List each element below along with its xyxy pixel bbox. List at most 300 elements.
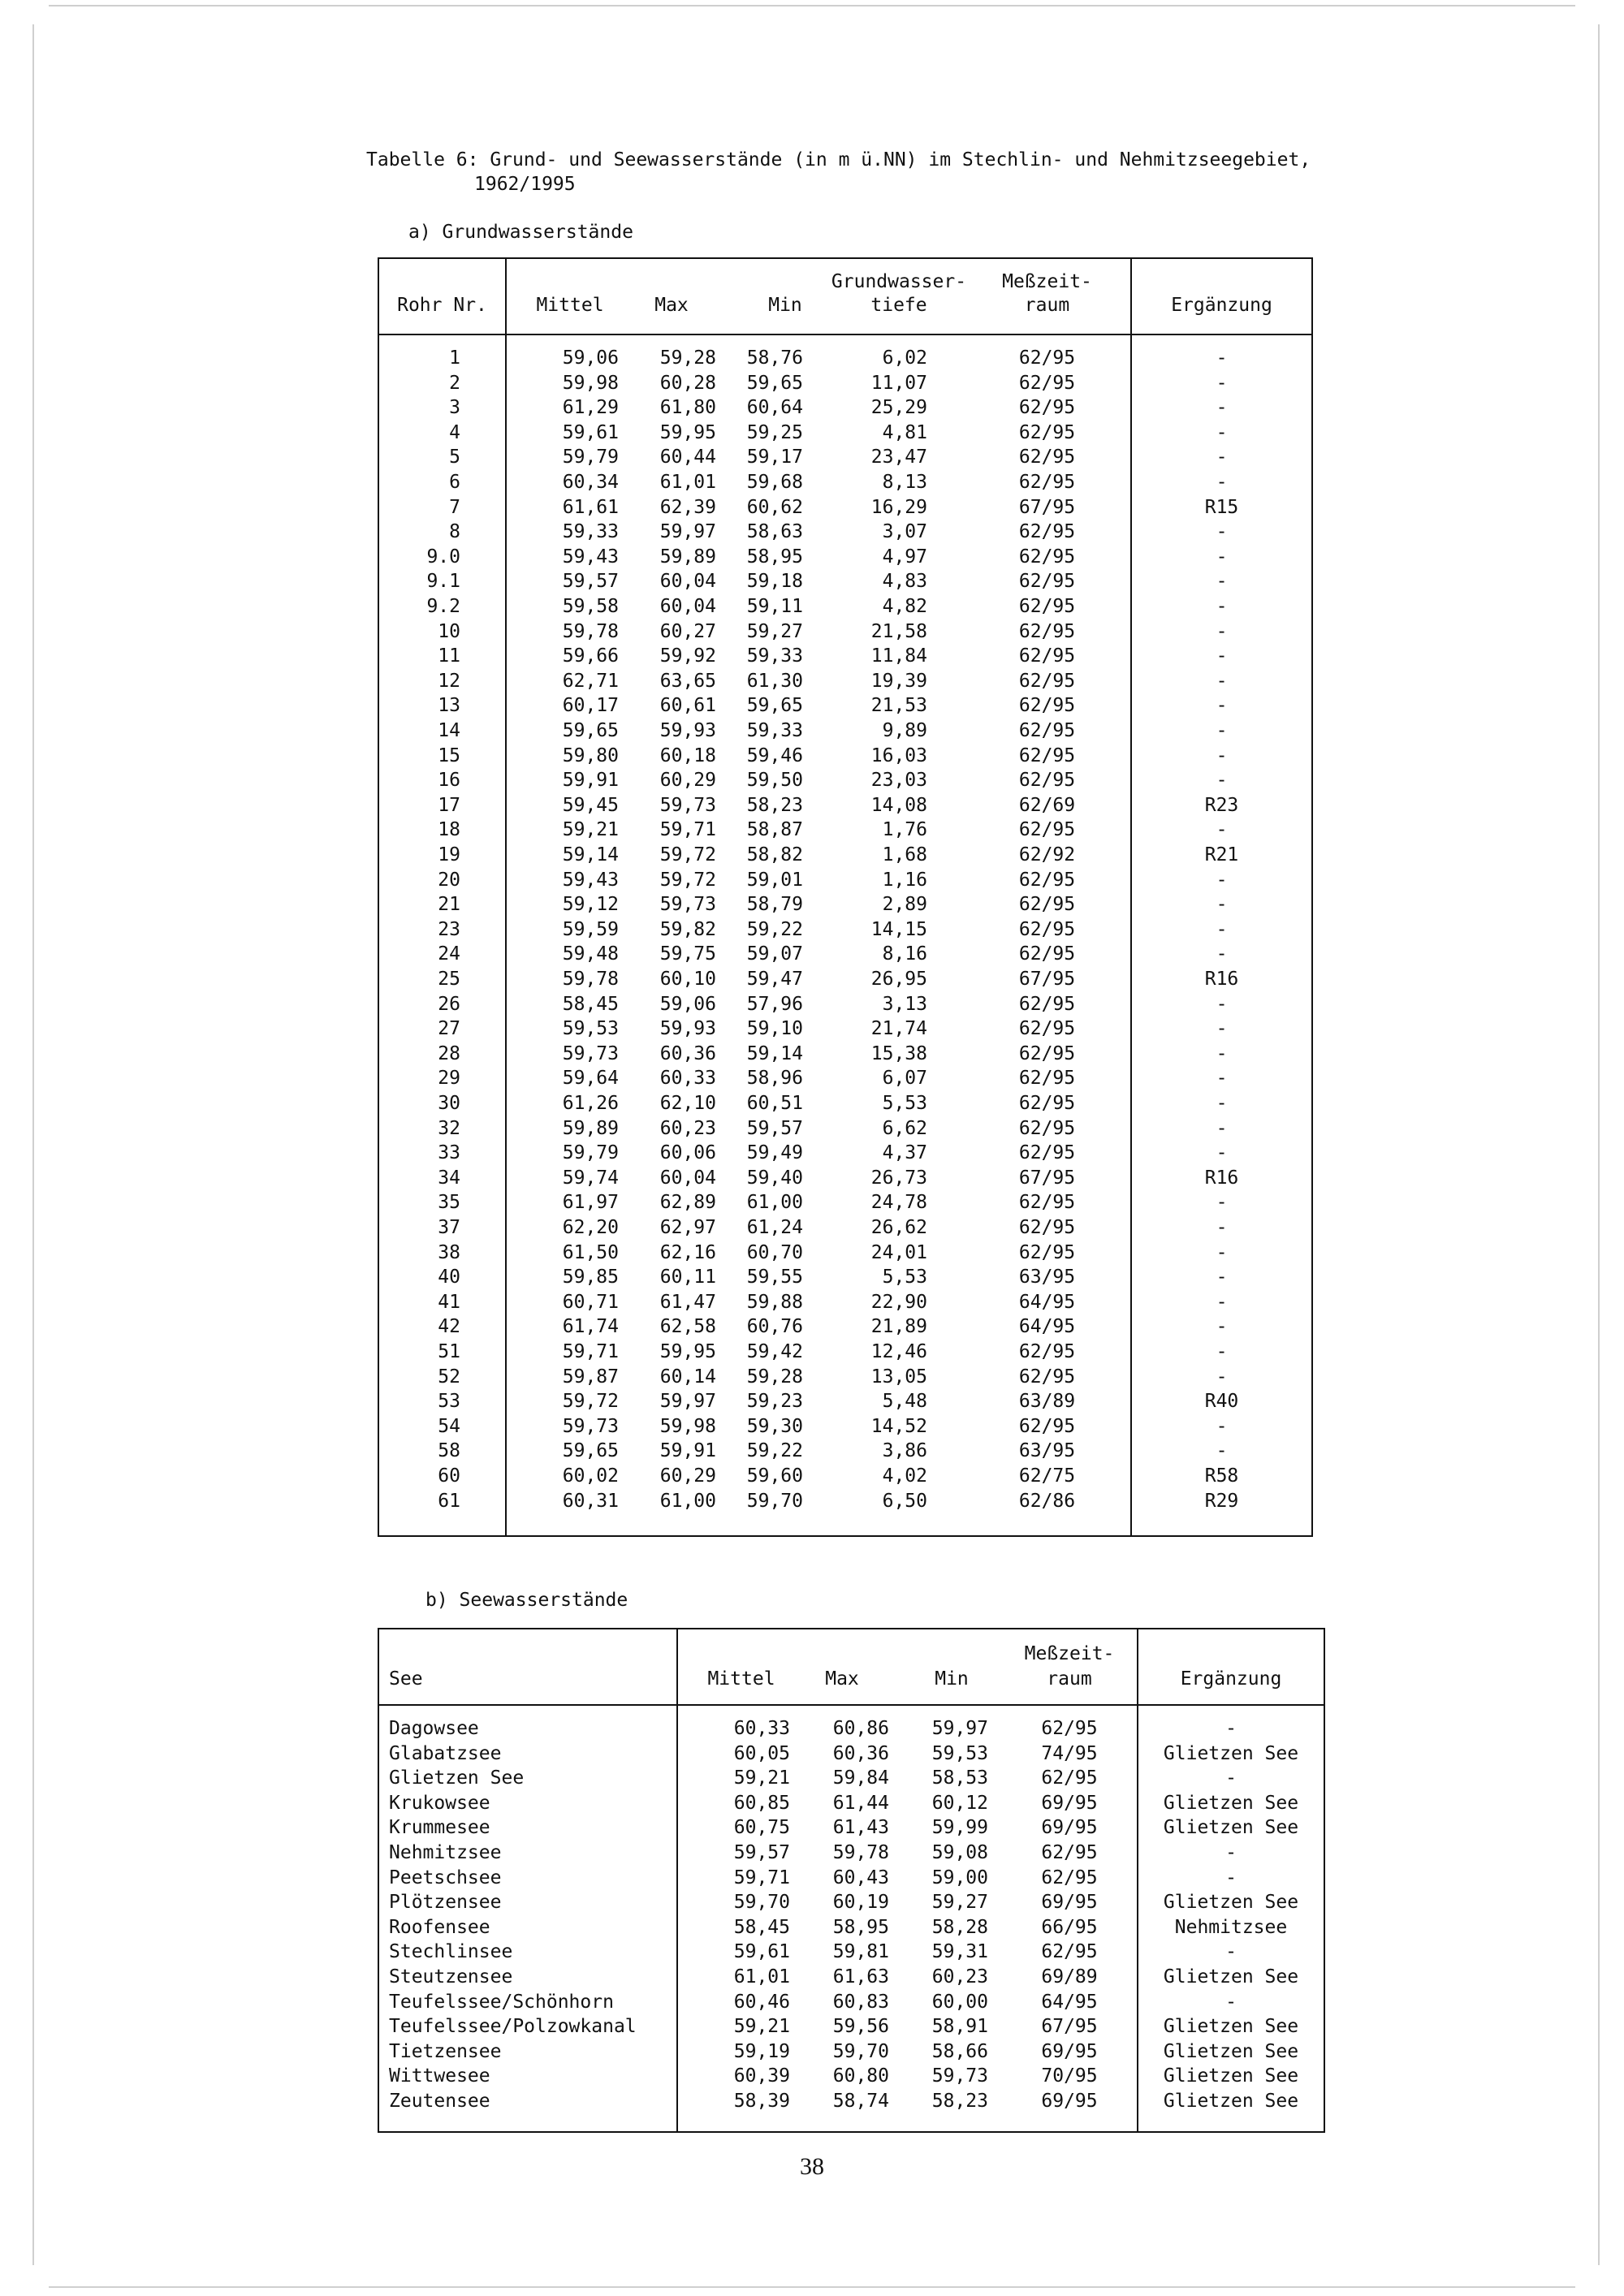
cell-min: 58,76 xyxy=(746,347,803,369)
cell-see: Glabatzsee xyxy=(389,1742,502,1764)
cell-erg: - xyxy=(1216,397,1228,419)
cell-rohr: 24 xyxy=(438,943,460,965)
cell-erg: - xyxy=(1216,1267,1228,1288)
cell-max: 61,63 xyxy=(832,1966,889,1987)
cell-min: 59,73 xyxy=(931,2065,988,2087)
table-row xyxy=(379,1190,1311,1215)
cell-max: 62,89 xyxy=(659,1192,716,1214)
cell-min: 59,30 xyxy=(746,1415,803,1437)
cell-zeit: 62/95 xyxy=(1018,447,1076,468)
cell-erg: - xyxy=(1216,1068,1228,1090)
cell-zeit: 62/95 xyxy=(1018,1192,1076,1214)
cell-tiefe: 3,07 xyxy=(882,521,927,543)
table-row xyxy=(379,395,1311,420)
table-row xyxy=(379,1890,1324,1914)
cell-mittel: 59,87 xyxy=(562,1366,619,1388)
cell-min: 59,53 xyxy=(931,1742,988,1764)
cell-mittel: 59,72 xyxy=(562,1391,619,1413)
cell-zeit: 66/95 xyxy=(1041,1916,1098,1938)
cell-rohr: 14 xyxy=(438,720,460,741)
cell-max: 59,93 xyxy=(659,1018,716,1040)
cell-mittel: 59,14 xyxy=(562,844,619,865)
cell-erg: R23 xyxy=(1204,794,1239,816)
cell-mittel: 61,97 xyxy=(562,1192,619,1214)
lake-table xyxy=(378,1628,1325,2133)
cell-see: Steutzensee xyxy=(389,1966,513,1987)
cell-erg: - xyxy=(1216,1042,1228,1064)
header-tiefe-line2: tiefe xyxy=(870,295,927,316)
cell-tiefe: 6,07 xyxy=(882,1068,927,1090)
cell-mittel: 59,64 xyxy=(562,1068,619,1090)
table-row xyxy=(379,1965,1324,1989)
cell-tiefe: 6,50 xyxy=(882,1490,927,1512)
cell-mittel: 59,21 xyxy=(562,819,619,841)
cell-min: 59,14 xyxy=(746,1042,803,1064)
cell-erg: - xyxy=(1216,347,1228,369)
cell-erg: - xyxy=(1216,472,1228,493)
cell-rohr: 52 xyxy=(438,1366,460,1388)
header-zeit-line1: Meßzeit- xyxy=(1002,271,1092,292)
cell-erg: - xyxy=(1216,1440,1228,1462)
cell-zeit: 64/95 xyxy=(1018,1316,1076,1338)
cell-zeit: 69/95 xyxy=(1041,1792,1098,1814)
cell-rohr: 28 xyxy=(438,1042,460,1064)
table-row xyxy=(379,1116,1311,1141)
cell-tiefe: 9,89 xyxy=(882,720,927,741)
cell-zeit: 69/95 xyxy=(1041,1892,1098,1914)
cell-erg: - xyxy=(1216,645,1228,667)
cell-erg: - xyxy=(1225,1767,1237,1789)
cell-zeit: 63/95 xyxy=(1018,1267,1076,1288)
cell-mittel: 59,33 xyxy=(562,521,619,543)
cell-rohr: 42 xyxy=(438,1316,460,1338)
cell-see: Teufelssee/Polzowkanal xyxy=(389,2016,637,2038)
cell-erg: - xyxy=(1216,918,1228,940)
cell-tiefe: 26,62 xyxy=(870,1217,927,1238)
cell-max: 58,95 xyxy=(832,1916,889,1938)
cell-max: 60,36 xyxy=(832,1742,889,1764)
table-row xyxy=(379,445,1311,469)
table-row xyxy=(379,669,1311,693)
cell-max: 60,29 xyxy=(659,770,716,792)
cell-rohr: 32 xyxy=(438,1117,460,1139)
cell-erg: - xyxy=(1216,546,1228,568)
table-row xyxy=(379,1439,1311,1463)
cell-max: 62,97 xyxy=(659,1217,716,1238)
table-row xyxy=(379,1141,1311,1165)
cell-zeit: 62/95 xyxy=(1041,1842,1098,1863)
table-row xyxy=(379,768,1311,792)
cell-min: 58,63 xyxy=(746,521,803,543)
cell-rohr: 1 xyxy=(449,347,460,369)
table-row xyxy=(379,1042,1311,1066)
cell-tiefe: 4,83 xyxy=(882,571,927,593)
table-row xyxy=(379,1716,1324,1741)
table-row xyxy=(379,1314,1311,1339)
cell-erg: - xyxy=(1216,1316,1228,1338)
header-min: Min xyxy=(935,1668,969,1690)
table-row xyxy=(379,1791,1324,1815)
cell-tiefe: 24,78 xyxy=(870,1192,927,1214)
table-row xyxy=(379,1766,1324,1790)
cell-mittel: 62,20 xyxy=(562,1217,619,1238)
cell-zeit: 67/95 xyxy=(1018,1167,1076,1189)
cell-zeit: 67/95 xyxy=(1018,496,1076,518)
cell-see: Wittwesee xyxy=(389,2065,490,2087)
cell-mittel: 59,61 xyxy=(562,421,619,443)
cell-zeit: 62/95 xyxy=(1018,894,1076,916)
cell-min: 59,40 xyxy=(746,1167,803,1189)
header-zeit-line2: raum xyxy=(1024,295,1070,316)
cell-zeit: 62/95 xyxy=(1018,819,1076,841)
cell-rohr: 2 xyxy=(449,372,460,394)
cell-tiefe: 4,97 xyxy=(882,546,927,568)
table-row xyxy=(379,1365,1311,1389)
cell-tiefe: 21,53 xyxy=(870,695,927,717)
cell-erg: R29 xyxy=(1204,1490,1239,1512)
cell-tiefe: 3,13 xyxy=(882,993,927,1015)
cell-rohr: 25 xyxy=(438,969,460,990)
cell-mittel: 59,06 xyxy=(562,347,619,369)
cell-zeit: 67/95 xyxy=(1018,969,1076,990)
header-max: Max xyxy=(825,1668,859,1690)
cell-mittel: 59,57 xyxy=(562,571,619,593)
cell-min: 58,91 xyxy=(931,2016,988,2038)
table-title xyxy=(366,148,1311,196)
table-title-line2: 1962/1995 xyxy=(474,174,576,195)
cell-tiefe: 25,29 xyxy=(870,397,927,419)
cell-tiefe: 23,03 xyxy=(870,770,927,792)
scan-edge-top xyxy=(49,5,1575,6)
cell-erg: - xyxy=(1225,1842,1237,1863)
cell-rohr: 35 xyxy=(438,1192,460,1214)
cell-erg: - xyxy=(1216,1415,1228,1437)
cell-erg: - xyxy=(1216,447,1228,468)
cell-min: 59,46 xyxy=(746,744,803,766)
section-b-label: b) Seewasserstände xyxy=(425,1590,628,1611)
cell-tiefe: 6,02 xyxy=(882,347,927,369)
cell-erg: - xyxy=(1216,869,1228,891)
cell-zeit: 62/95 xyxy=(1018,1415,1076,1437)
cell-max: 59,06 xyxy=(659,993,716,1015)
cell-rohr: 6 xyxy=(449,472,460,493)
cell-zeit: 62/95 xyxy=(1018,1341,1076,1362)
cell-max: 62,10 xyxy=(659,1093,716,1114)
cell-min: 60,23 xyxy=(931,1966,988,1987)
scan-edge-right xyxy=(1598,24,1600,2265)
cell-min: 61,24 xyxy=(746,1217,803,1238)
cell-zeit: 62/95 xyxy=(1018,1142,1076,1164)
cell-erg: - xyxy=(1216,1341,1228,1362)
cell-tiefe: 2,89 xyxy=(882,894,927,916)
header-erg: Ergänzung xyxy=(1180,1668,1282,1690)
table-row xyxy=(379,520,1311,544)
cell-zeit: 62/95 xyxy=(1018,869,1076,891)
cell-max: 60,04 xyxy=(659,596,716,617)
cell-zeit: 62/95 xyxy=(1018,770,1076,792)
cell-min: 58,23 xyxy=(746,794,803,816)
cell-max: 60,83 xyxy=(832,1991,889,2013)
cell-tiefe: 21,58 xyxy=(870,620,927,642)
cell-see: Krummesee xyxy=(389,1817,490,1839)
cell-min: 59,33 xyxy=(746,720,803,741)
cell-erg: Glietzen See xyxy=(1163,1742,1299,1764)
cell-mittel: 59,58 xyxy=(562,596,619,617)
cell-zeit: 62/95 xyxy=(1018,1042,1076,1064)
cell-mittel: 59,91 xyxy=(562,770,619,792)
table-row xyxy=(379,2014,1324,2039)
table-row xyxy=(379,1866,1324,1890)
cell-zeit: 67/95 xyxy=(1041,2016,1098,2038)
cell-max: 59,75 xyxy=(659,943,716,965)
cell-tiefe: 5,53 xyxy=(882,1267,927,1288)
cell-see: Krukowsee xyxy=(389,1792,490,1814)
cell-mittel: 59,66 xyxy=(562,645,619,667)
table-row xyxy=(379,719,1311,743)
cell-tiefe: 21,89 xyxy=(870,1316,927,1338)
table-row xyxy=(379,744,1311,768)
cell-zeit: 62/95 xyxy=(1018,744,1076,766)
header-zeit-line2: raum xyxy=(1047,1668,1092,1690)
cell-erg: - xyxy=(1216,421,1228,443)
cell-zeit: 62/95 xyxy=(1018,421,1076,443)
cell-tiefe: 22,90 xyxy=(870,1291,927,1313)
table-row xyxy=(379,1414,1311,1439)
cell-see: Tietzensee xyxy=(389,2040,502,2062)
cell-erg: - xyxy=(1225,1718,1237,1739)
cell-erg: R21 xyxy=(1204,844,1239,865)
cell-see: Nehmitzsee xyxy=(389,1842,502,1863)
cell-min: 59,22 xyxy=(746,918,803,940)
cell-zeit: 62/95 xyxy=(1041,1941,1098,1963)
cell-see: Stechlinsee xyxy=(389,1941,513,1963)
cell-zeit: 64/95 xyxy=(1018,1291,1076,1313)
cell-mittel: 60,02 xyxy=(562,1465,619,1487)
cell-erg: R40 xyxy=(1204,1391,1239,1413)
table-row xyxy=(379,1741,1324,1766)
table-row xyxy=(379,2089,1324,2113)
cell-rohr: 17 xyxy=(438,794,460,816)
cell-min: 57,96 xyxy=(746,993,803,1015)
cell-erg: - xyxy=(1216,596,1228,617)
cell-rohr: 9.1 xyxy=(426,571,460,593)
cell-min: 59,11 xyxy=(746,596,803,617)
cell-mittel: 59,57 xyxy=(733,1842,790,1863)
cell-mittel: 59,98 xyxy=(562,372,619,394)
table-row xyxy=(379,1340,1311,1364)
cell-rohr: 13 xyxy=(438,695,460,717)
cell-mittel: 59,61 xyxy=(733,1941,790,1963)
cell-zeit: 62/95 xyxy=(1018,620,1076,642)
cell-min: 59,47 xyxy=(746,969,803,990)
cell-zeit: 62/95 xyxy=(1018,571,1076,593)
header-min: Min xyxy=(768,295,802,316)
cell-mittel: 60,33 xyxy=(733,1718,790,1739)
cell-zeit: 62/95 xyxy=(1018,521,1076,543)
table-row xyxy=(379,1940,1324,1964)
table-row xyxy=(379,1290,1311,1314)
cell-mittel: 61,74 xyxy=(562,1316,619,1338)
cell-mittel: 59,78 xyxy=(562,969,619,990)
cell-min: 59,57 xyxy=(746,1117,803,1139)
cell-erg: - xyxy=(1216,1117,1228,1139)
cell-max: 59,28 xyxy=(659,347,716,369)
cell-mittel: 61,01 xyxy=(733,1966,790,1987)
cell-see: Zeutensee xyxy=(389,2091,490,2112)
table-row xyxy=(379,942,1311,966)
cell-max: 59,95 xyxy=(659,421,716,443)
table-row xyxy=(379,917,1311,942)
scan-edge-left xyxy=(32,24,34,2265)
cell-min: 59,27 xyxy=(746,620,803,642)
cell-min: 59,49 xyxy=(746,1142,803,1164)
cell-max: 62,16 xyxy=(659,1241,716,1263)
cell-min: 59,65 xyxy=(746,695,803,717)
cell-mittel: 60,17 xyxy=(562,695,619,717)
cell-tiefe: 11,07 xyxy=(870,372,927,394)
cell-mittel: 60,39 xyxy=(733,2065,790,2087)
cell-zeit: 62/95 xyxy=(1018,720,1076,741)
cell-see: Plötzensee xyxy=(389,1892,502,1914)
table-row xyxy=(379,1389,1311,1413)
cell-see: Roofensee xyxy=(389,1916,490,1938)
cell-max: 60,04 xyxy=(659,1167,716,1189)
cell-erg: R58 xyxy=(1204,1465,1239,1487)
cell-min: 59,18 xyxy=(746,571,803,593)
cell-tiefe: 14,15 xyxy=(870,918,927,940)
cell-max: 59,56 xyxy=(832,2016,889,2038)
cell-rohr: 21 xyxy=(438,894,460,916)
cell-erg: - xyxy=(1216,1291,1228,1313)
table-row xyxy=(379,868,1311,892)
cell-max: 59,78 xyxy=(832,1842,889,1863)
cell-tiefe: 24,01 xyxy=(870,1241,927,1263)
table-row xyxy=(379,1815,1324,1840)
cell-mittel: 59,73 xyxy=(562,1042,619,1064)
cell-see: Dagowsee xyxy=(389,1718,479,1739)
cell-zeit: 62/75 xyxy=(1018,1465,1076,1487)
table-row xyxy=(379,569,1311,593)
cell-rohr: 58 xyxy=(438,1440,460,1462)
cell-max: 60,33 xyxy=(659,1068,716,1090)
cell-min: 59,60 xyxy=(746,1465,803,1487)
cell-zeit: 62/95 xyxy=(1041,1867,1098,1888)
cell-max: 59,97 xyxy=(659,521,716,543)
cell-min: 60,00 xyxy=(931,1991,988,2013)
header-rohr: Rohr Nr. xyxy=(397,295,487,316)
cell-tiefe: 5,48 xyxy=(882,1391,927,1413)
cell-zeit: 62/95 xyxy=(1018,1068,1076,1090)
cell-zeit: 62/95 xyxy=(1018,943,1076,965)
cell-erg: Glietzen See xyxy=(1163,2091,1299,2112)
cell-max: 60,27 xyxy=(659,620,716,642)
cell-max: 60,61 xyxy=(659,695,716,717)
cell-zeit: 62/95 xyxy=(1018,1093,1076,1114)
cell-erg: - xyxy=(1216,372,1228,394)
cell-min: 58,87 xyxy=(746,819,803,841)
cell-rohr: 7 xyxy=(449,496,460,518)
cell-max: 59,92 xyxy=(659,645,716,667)
cell-max: 61,00 xyxy=(659,1490,716,1512)
cell-mittel: 60,85 xyxy=(733,1792,790,1814)
cell-min: 58,66 xyxy=(931,2040,988,2062)
table-row xyxy=(379,892,1311,917)
cell-mittel: 61,50 xyxy=(562,1241,619,1263)
table-row xyxy=(379,1215,1311,1240)
cell-erg: - xyxy=(1216,943,1228,965)
cell-max: 59,84 xyxy=(832,1767,889,1789)
cell-rohr: 20 xyxy=(438,869,460,891)
header-divider xyxy=(379,1704,1324,1706)
cell-mittel: 59,74 xyxy=(562,1167,619,1189)
header-mittel: Mittel xyxy=(536,295,604,316)
cell-min: 59,25 xyxy=(746,421,803,443)
cell-tiefe: 26,95 xyxy=(870,969,927,990)
table-row xyxy=(379,1489,1311,1513)
cell-mittel: 59,71 xyxy=(562,1341,619,1362)
cell-zeit: 70/95 xyxy=(1041,2065,1098,2087)
cell-rohr: 18 xyxy=(438,819,460,841)
cell-mittel: 59,43 xyxy=(562,546,619,568)
cell-max: 60,28 xyxy=(659,372,716,394)
cell-rohr: 38 xyxy=(438,1241,460,1263)
header-erg: Ergänzung xyxy=(1171,295,1272,316)
cell-zeit: 62/95 xyxy=(1018,918,1076,940)
cell-max: 61,47 xyxy=(659,1291,716,1313)
cell-rohr: 30 xyxy=(438,1093,460,1114)
cell-rohr: 5 xyxy=(449,447,460,468)
cell-min: 59,50 xyxy=(746,770,803,792)
cell-erg: - xyxy=(1216,1217,1228,1238)
cell-see: Peetschsee xyxy=(389,1867,502,1888)
table-row xyxy=(379,843,1311,867)
cell-max: 60,44 xyxy=(659,447,716,468)
cell-rohr: 23 xyxy=(438,918,460,940)
cell-max: 60,06 xyxy=(659,1142,716,1164)
cell-rohr: 10 xyxy=(438,620,460,642)
header-mittel: Mittel xyxy=(707,1668,775,1690)
cell-min: 59,27 xyxy=(931,1892,988,1914)
cell-min: 60,70 xyxy=(746,1241,803,1263)
cell-mittel: 60,34 xyxy=(562,472,619,493)
cell-zeit: 62/95 xyxy=(1018,1217,1076,1238)
cell-mittel: 58,45 xyxy=(733,1916,790,1938)
cell-rohr: 51 xyxy=(438,1341,460,1362)
cell-max: 61,01 xyxy=(659,472,716,493)
cell-min: 58,82 xyxy=(746,844,803,865)
cell-erg: - xyxy=(1225,1867,1237,1888)
cell-max: 60,11 xyxy=(659,1267,716,1288)
cell-max: 59,98 xyxy=(659,1415,716,1437)
table-row xyxy=(379,1091,1311,1116)
cell-tiefe: 8,16 xyxy=(882,943,927,965)
cell-max: 60,80 xyxy=(832,2065,889,2087)
cell-mittel: 61,29 xyxy=(562,397,619,419)
cell-erg: - xyxy=(1225,1991,1237,2013)
cell-zeit: 62/95 xyxy=(1018,695,1076,717)
cell-zeit: 62/95 xyxy=(1018,645,1076,667)
cell-rohr: 54 xyxy=(438,1415,460,1437)
scan-edge-bottom xyxy=(49,2286,1575,2288)
table-row xyxy=(379,1265,1311,1289)
cell-min: 58,79 xyxy=(746,894,803,916)
cell-tiefe: 23,47 xyxy=(870,447,927,468)
cell-erg: Glietzen See xyxy=(1163,2040,1299,2062)
table-row xyxy=(379,1990,1324,2014)
table-row xyxy=(379,793,1311,818)
cell-erg: - xyxy=(1216,819,1228,841)
table-row xyxy=(379,818,1311,842)
